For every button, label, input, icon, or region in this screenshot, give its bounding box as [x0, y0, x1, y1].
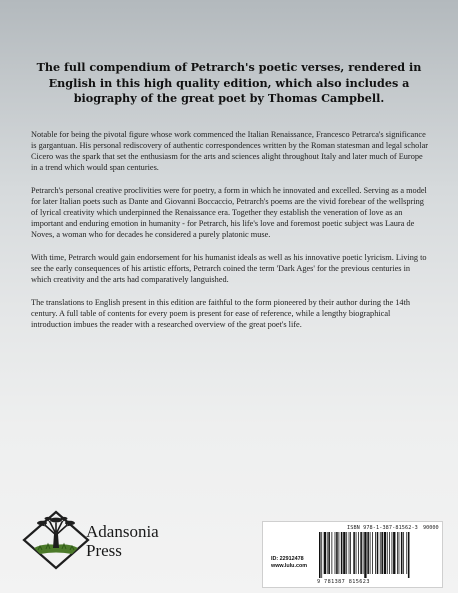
barcode-bar [360, 532, 362, 574]
barcode-bar [392, 532, 393, 574]
publisher-name-line1: Adansonia [86, 522, 159, 541]
barcode-bar [324, 532, 326, 574]
barcode-bar [335, 532, 336, 574]
barcode-digits: 9 781387 815623 [317, 579, 370, 585]
barcode-bar [364, 532, 366, 578]
blurb-paragraph: The translations to English present in this edition are faithful to the form pioneered by their author during the 14th century. A full table of contents for every poem is present for ease of reference, while a lengthy biographical introduction imbues the reader with a researched overview of the great poet's life. [31, 297, 411, 329]
publisher-block [22, 510, 192, 570]
barcode-bar [349, 532, 350, 574]
barcode-bar [336, 532, 338, 574]
barcode-bar [397, 532, 398, 574]
lulu-id-block [271, 556, 307, 569]
lulu-site: www.lulu.com [271, 562, 308, 569]
barcode-bar [356, 532, 357, 574]
barcode-bar [353, 532, 355, 574]
barcode-bar [387, 532, 388, 574]
barcode-bar [339, 532, 340, 574]
barcode-bar [401, 532, 403, 574]
barcode-bar [319, 532, 321, 578]
barcode-bar [350, 532, 351, 574]
barcode-bar [381, 532, 383, 574]
barcode-bar [389, 532, 390, 574]
blurb-body [31, 129, 431, 341]
cover-tagline: The full compendium of Petrarch's poetic verses, rendered in English in this high quality edition, which also includes a biography of the great poet by Thomas Campbell. [36, 60, 422, 105]
isbn-label: ISBN 978-1-387-81562-3 [347, 525, 418, 531]
barcode-bar [363, 532, 364, 574]
barcode-bar [399, 532, 400, 574]
barcode-bar [375, 532, 376, 574]
barcode-box [262, 521, 443, 588]
publisher-name [86, 522, 159, 560]
blurb-paragraph: With time, Petrarch would gain endorsement for his humanist ideals as well as his innovative poetic lyricism. Living to see the early consequences of his artistic efforts, Petrarch coined the term 'Dark Ages' for the previous centuries in which creativity and the arts had comparatively languished. [31, 252, 427, 285]
barcode-bar [408, 532, 410, 578]
barcode-bar [406, 532, 407, 574]
barcode-bar [343, 532, 345, 574]
barcode-bar [328, 532, 330, 574]
blurb-paragraph: Petrarch's personal creative proclivities were for poetry, a form in which he innovated and excelled. Serving as a model for later Italian poets such as Dante and Giovanni Boccaccio, Petrarch's poems are the vivid forebear of the wellspring of lyrical creativity which underpinned the Renaissance era. Together they establish the veneration of love as an important and enduring emotion in humanity - for Petrarch, his life's love and foremost poetic subject was Laura de Noves, a woman who for decades he considered a purely platonic muse. [31, 185, 427, 240]
barcode-icon [319, 532, 437, 578]
price-code: 90000 [423, 525, 439, 531]
barcode-bar [327, 532, 328, 574]
barcode-bar [372, 532, 373, 574]
barcode-bar [358, 532, 359, 574]
barcode-bar [341, 532, 343, 574]
barcode-bar [380, 532, 381, 574]
barcode-bar [370, 532, 371, 574]
barcode-bar [346, 532, 347, 574]
barcode-bar [384, 532, 386, 574]
barcode-bar [367, 532, 369, 574]
lulu-id: ID: 22912478 [271, 556, 304, 562]
baobab-tree-logo-icon [22, 510, 90, 570]
barcode-bar [393, 532, 395, 574]
barcode-bar [403, 532, 404, 574]
barcode-bar [377, 532, 379, 574]
blurb-paragraph: Notable for being the pivotal figure whose work commenced the Italian Renaissance, Francesco Petrarca's significance is gargantuan. His personal rediscovery of authentic correspondences written by the Roman statesman and legal scholar Cicero was the spark that set the enthusiasm for the arts and sciences alight throughout Italy and later much of Europe in a trend which would span centuries. [31, 130, 429, 173]
publisher-name-line2: Press [86, 541, 122, 560]
barcode-bar [321, 532, 322, 578]
barcode-bar [331, 532, 332, 574]
